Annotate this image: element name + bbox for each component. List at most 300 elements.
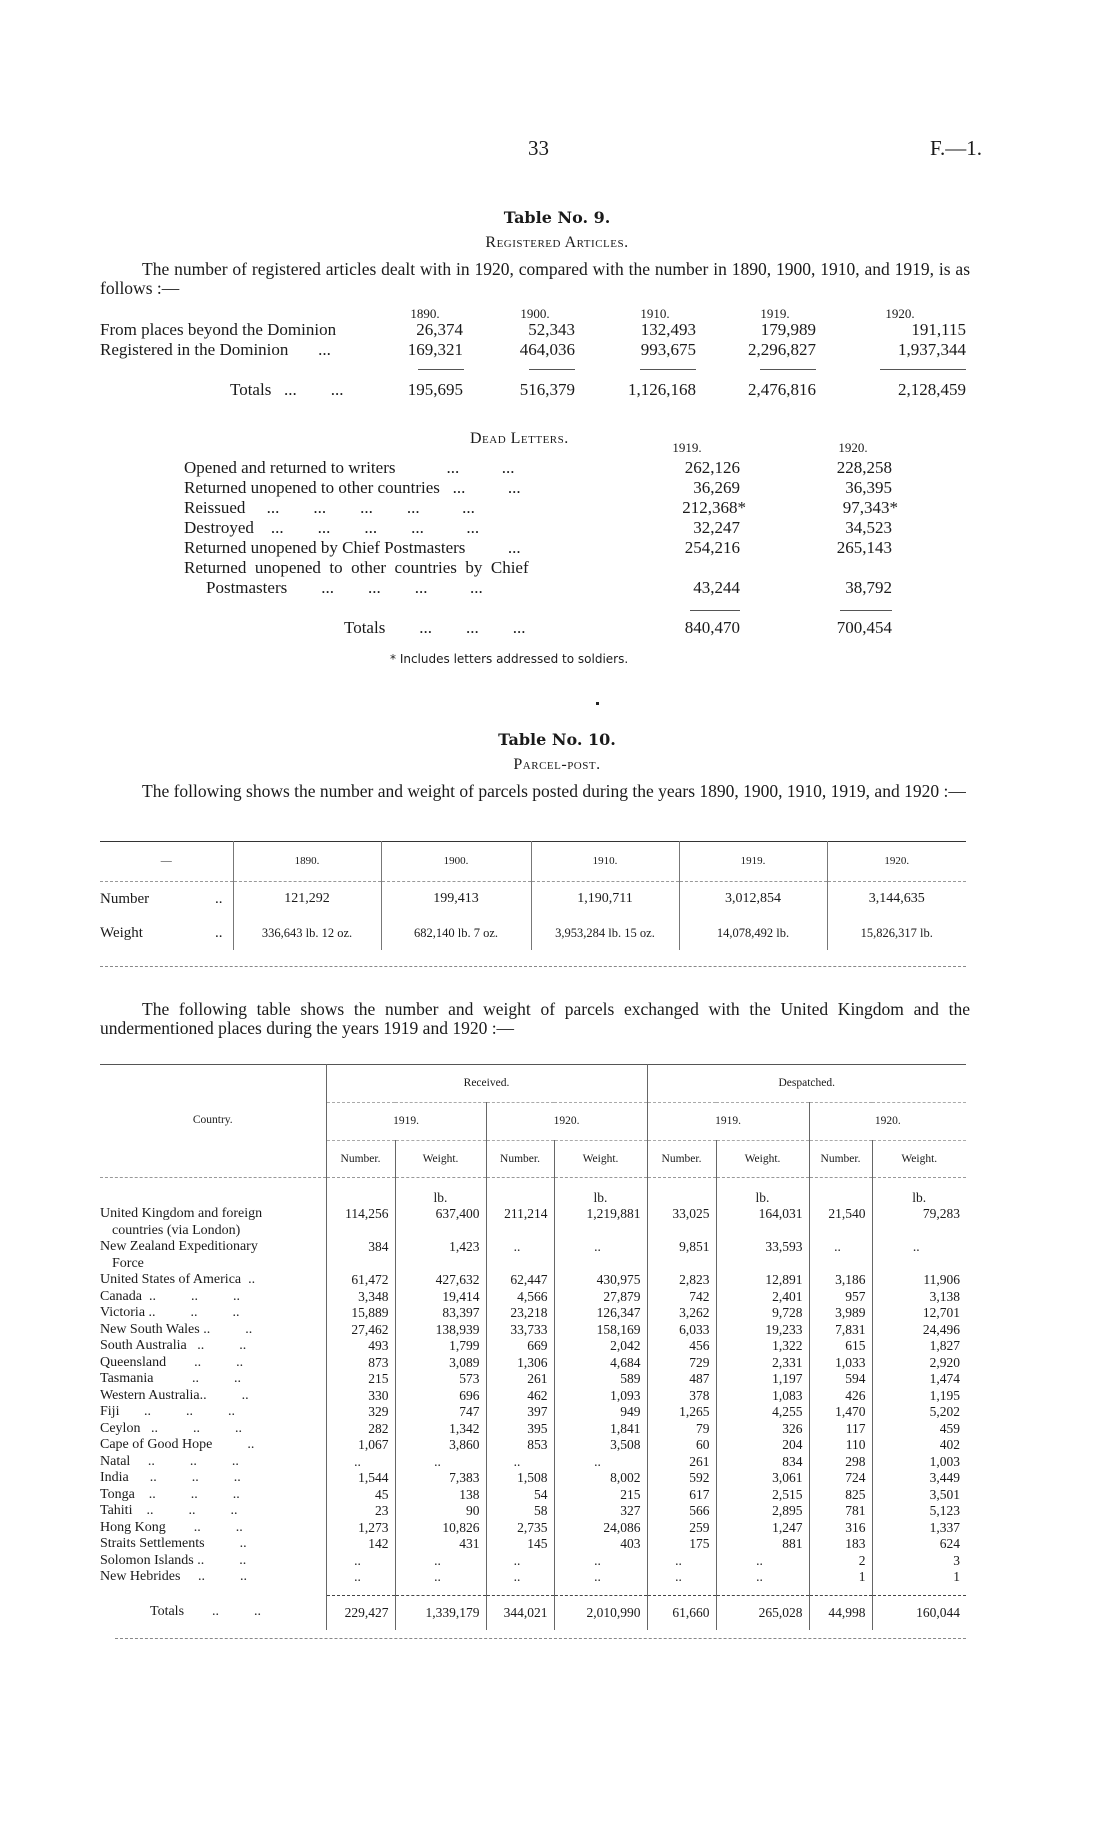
table-cell: 79,283: [872, 1206, 966, 1239]
unit-label: lb.: [554, 1178, 647, 1207]
dl-cell: 36,269: [693, 478, 740, 497]
table-cell: 21,540: [809, 1206, 872, 1239]
country-name: Western Australia.. ..: [100, 1387, 249, 1403]
table-cell: 949: [554, 1404, 647, 1421]
t9-cell: 993,675: [640, 340, 696, 359]
col-header: Weight.: [554, 1141, 647, 1178]
table-cell: 1: [809, 1569, 872, 1586]
table-cell: 27,879: [554, 1289, 647, 1306]
table-cell: 431: [395, 1536, 486, 1553]
table-row: [100, 1305, 966, 1322]
table-cell: ..: [716, 1569, 809, 1586]
table-cell: 3,012,854: [679, 882, 827, 917]
table-cell: 12,701: [872, 1305, 966, 1322]
total-cell: 160,044: [872, 1596, 966, 1630]
table-cell: ..: [486, 1553, 554, 1570]
table-cell: ..: [486, 1239, 554, 1272]
table-cell: 1,470: [809, 1404, 872, 1421]
table-row: [100, 1553, 966, 1570]
table-cell: 566: [647, 1503, 716, 1520]
total-cell: 1,339,179: [395, 1596, 486, 1630]
table-cell: 637,400: [395, 1206, 486, 1239]
t9-cell: 2,296,827: [748, 340, 816, 359]
table-cell: 33,593: [716, 1239, 809, 1272]
table-cell: ..: [326, 1553, 395, 1570]
exchange-intro: [100, 1000, 970, 1038]
table-cell: 199,413: [381, 882, 531, 917]
country-name: New Hebrides .. ..: [100, 1569, 247, 1584]
table-cell: 2,895: [716, 1503, 809, 1520]
dl-cell: 212,368*: [682, 498, 746, 517]
country-name: Solomon Islands .. ..: [100, 1552, 247, 1568]
table9-intro-text: The number of registered articles dealt with in 1920, compared with the number in 1890, 1900, 1910, and 1919, is as follows :—: [100, 259, 970, 298]
table-cell: ..: [716, 1553, 809, 1570]
table-cell: 430,975: [554, 1272, 647, 1289]
t9-cell: 169,321: [407, 340, 463, 359]
table-cell: 83,397: [395, 1305, 486, 1322]
country-name: New Zealand Expeditionary Force: [100, 1239, 258, 1271]
table-cell: 4,255: [716, 1404, 809, 1421]
country-name: New South Wales .. ..: [100, 1321, 253, 1337]
table-cell: 204: [716, 1437, 809, 1454]
table-cell: ..: [554, 1239, 647, 1272]
total-cell: 344,021: [486, 1596, 554, 1630]
year-header: 1890.: [233, 841, 381, 882]
table-cell: 402: [872, 1437, 966, 1454]
total-cell: 265,028: [716, 1596, 809, 1630]
table-row: [100, 1371, 966, 1388]
t9-cell: 179,989: [760, 320, 816, 339]
table-cell: ..: [326, 1569, 395, 1586]
table-cell: 1,273: [326, 1520, 395, 1537]
table-row: [100, 1355, 966, 1372]
t9-year: 1920.: [885, 306, 915, 321]
sum-rule: [690, 610, 740, 611]
table-cell: 493: [326, 1338, 395, 1355]
t9-total: 516,379: [519, 380, 575, 399]
year-header: 1920.: [827, 841, 966, 882]
table10: [100, 841, 966, 950]
table-cell: 3,449: [872, 1470, 966, 1487]
table-cell: 3,138: [872, 1289, 966, 1306]
t9-cell: 52,343: [528, 320, 575, 339]
document-reference: F.—1.: [930, 136, 982, 160]
dl-cell: 262,126: [684, 458, 740, 477]
table-cell: 624: [872, 1536, 966, 1553]
total-cell: 2,010,990: [554, 1596, 647, 1630]
t9-total: 195,695: [407, 380, 463, 399]
country-name: United Kingdom and foreign countries (via London): [100, 1206, 263, 1238]
table-cell: 12,891: [716, 1272, 809, 1289]
table-cell: 62,447: [486, 1272, 554, 1289]
table-cell: 126,347: [554, 1305, 647, 1322]
table-cell: 2,515: [716, 1487, 809, 1504]
table-row: [100, 1569, 966, 1586]
dl-cell: 254,216: [684, 538, 740, 557]
dl-cell: 34,523: [845, 518, 892, 537]
row-label: Number ..: [100, 890, 223, 907]
t9-year: 1890.: [410, 306, 440, 321]
dl-year: 1920.: [838, 440, 868, 455]
col-header: Number.: [809, 1141, 872, 1178]
sum-rule: [529, 369, 575, 370]
table-row: [100, 1322, 966, 1339]
col-header: Weight.: [395, 1141, 486, 1178]
table-cell: 1,197: [716, 1371, 809, 1388]
dl-row-label: Destroyed ... ... ... ... ...: [184, 518, 480, 537]
sum-rule: [640, 369, 696, 370]
table-cell: 881: [716, 1536, 809, 1553]
table-cell: 729: [647, 1355, 716, 1372]
table-cell: 742: [647, 1289, 716, 1306]
dl-row-label: Returned unopened to other countries ... ...: [184, 478, 521, 497]
t9-cell: 132,493: [640, 320, 696, 339]
dl-row-label: Returned unopened to other countries by Chief: [184, 558, 529, 577]
t9-total: 1,126,168: [628, 380, 696, 399]
dl-year: 1919.: [672, 440, 702, 455]
table-cell: 138: [395, 1487, 486, 1504]
dl-cell: 38,792: [845, 578, 892, 597]
sum-rule: [760, 369, 816, 370]
page-number: 33: [528, 136, 549, 160]
table-cell: 23,218: [486, 1305, 554, 1322]
table-cell: 215: [326, 1371, 395, 1388]
table-cell: 8,002: [554, 1470, 647, 1487]
table-cell: 2,042: [554, 1338, 647, 1355]
dl-row-label: Opened and returned to writers ... ...: [184, 458, 515, 477]
table-cell: 329: [326, 1404, 395, 1421]
table-cell: 853: [486, 1437, 554, 1454]
table-cell: 5,202: [872, 1404, 966, 1421]
table-cell: 3,144,635: [827, 882, 966, 917]
country-name: Tonga .. .. ..: [100, 1486, 240, 1502]
country-name: South Australia .. ..: [100, 1338, 247, 1353]
country-name: Ceylon .. .. ..: [100, 1420, 242, 1436]
table-cell: 54: [486, 1487, 554, 1504]
dl-cell: 36,395: [845, 478, 892, 497]
t9-totals-label: Totals ... ...: [230, 380, 344, 399]
dl-row-label: Reissued ... ... ... ... ...: [184, 498, 475, 517]
table-cell: 1,033: [809, 1355, 872, 1372]
table-row: [100, 1487, 966, 1504]
table-cell: 669: [486, 1338, 554, 1355]
table-cell: 3,508: [554, 1437, 647, 1454]
table-row: [100, 882, 966, 917]
table-cell: 1,190,711: [531, 882, 679, 917]
t9-total: 2,476,816: [748, 380, 816, 399]
table-row: [100, 1454, 966, 1471]
table-cell: 594: [809, 1371, 872, 1388]
table-cell: 326: [716, 1421, 809, 1438]
table-row: [100, 1388, 966, 1405]
table-cell: 427,632: [395, 1272, 486, 1289]
table-cell: 33,733: [486, 1322, 554, 1339]
col-header: Weight.: [872, 1141, 966, 1178]
t9-cell: 1,937,344: [898, 340, 966, 359]
table-cell: 1,195: [872, 1388, 966, 1405]
dl-row-label-cont: Postmasters ... ... ... ...: [206, 578, 483, 597]
table-cell: ..: [809, 1239, 872, 1272]
country-name: Fiji .. .. ..: [100, 1404, 235, 1419]
table-cell: 138,939: [395, 1322, 486, 1339]
year-header: 1900.: [381, 841, 531, 882]
table-cell: 395: [486, 1421, 554, 1438]
country-name: Queensland .. ..: [100, 1354, 244, 1370]
table-cell: ..: [395, 1553, 486, 1570]
total-cell: 229,427: [326, 1596, 395, 1630]
table-cell: ..: [554, 1553, 647, 1570]
country-name: Tasmania .. ..: [100, 1371, 241, 1386]
exchange-bottom-rule: [115, 1638, 966, 1639]
table10-intro-text: The following shows the number and weight of parcels posted during the years 1890, 1900, 1910, 1919, and 1920 :—: [142, 781, 966, 801]
dead-letters-title: Dead Letters.: [470, 430, 569, 447]
blank-header: —: [100, 841, 233, 882]
table9-intro: [100, 260, 970, 298]
table-cell: 261: [647, 1454, 716, 1471]
table-cell: 615: [809, 1338, 872, 1355]
table-cell: 1,423: [395, 1239, 486, 1272]
table-cell: 1,265: [647, 1404, 716, 1421]
table-row: [100, 1239, 966, 1272]
table-cell: 121,292: [233, 882, 381, 917]
table-cell: 1,799: [395, 1338, 486, 1355]
table-cell: 747: [395, 1404, 486, 1421]
exchange-table: [100, 1064, 966, 1630]
year-header: 1919.: [326, 1103, 486, 1141]
country-header: Country.: [100, 1064, 326, 1178]
t9-row-label: Registered in the Dominion ...: [100, 340, 331, 359]
table-cell: 15,889: [326, 1305, 395, 1322]
table-row: [100, 916, 966, 950]
table-cell: 330: [326, 1388, 395, 1405]
table-cell: 282: [326, 1421, 395, 1438]
country-name: Tahiti .. .. ..: [100, 1503, 238, 1518]
despatched-header: Despatched.: [647, 1064, 966, 1103]
table-row: [100, 1470, 966, 1487]
table-cell: 3,989: [809, 1305, 872, 1322]
t9-year: 1900.: [520, 306, 550, 321]
year-header: 1919.: [679, 841, 827, 882]
table-cell: 58: [486, 1503, 554, 1520]
table-cell: 3,186: [809, 1272, 872, 1289]
table-cell: 1,841: [554, 1421, 647, 1438]
table-row: [100, 1289, 966, 1306]
table10-header: [100, 841, 966, 882]
table-cell: 456: [647, 1338, 716, 1355]
table-cell: 873: [326, 1355, 395, 1372]
table9-subtitle: Registered Articles.: [485, 234, 629, 251]
table-cell: 2,735: [486, 1520, 554, 1537]
table-cell: 5,123: [872, 1503, 966, 1520]
dl-total: 700,454: [836, 618, 892, 637]
footnote: * Includes letters addressed to soldiers.: [390, 652, 629, 666]
table-cell: 6,033: [647, 1322, 716, 1339]
table-cell: ..: [486, 1454, 554, 1471]
table-cell: 957: [809, 1289, 872, 1306]
table-cell: 45: [326, 1487, 395, 1504]
table-cell: ..: [647, 1553, 716, 1570]
unit-label: lb.: [872, 1178, 966, 1207]
totals-row: [100, 1596, 966, 1630]
table-cell: 682,140 lb. 7 oz.: [381, 916, 531, 950]
table-cell: 378: [647, 1388, 716, 1405]
total-cell: 44,998: [809, 1596, 872, 1630]
col-header: Number.: [326, 1141, 395, 1178]
table-cell: 142: [326, 1536, 395, 1553]
table-row: [100, 1338, 966, 1355]
dl-total: 840,470: [684, 618, 740, 637]
unit-label: lb.: [716, 1178, 809, 1207]
table-cell: 1: [872, 1569, 966, 1586]
table-cell: 9,728: [716, 1305, 809, 1322]
table-cell: 259: [647, 1520, 716, 1537]
table-cell: 175: [647, 1536, 716, 1553]
col-header: Weight.: [716, 1141, 809, 1178]
country-name: Canada .. .. ..: [100, 1288, 240, 1304]
t9-row-label: From places beyond the Dominion: [100, 320, 337, 339]
table-cell: 592: [647, 1470, 716, 1487]
table-cell: 61,472: [326, 1272, 395, 1289]
t9-year: 1919.: [760, 306, 790, 321]
country-name: United States of America ..: [100, 1272, 256, 1287]
table-cell: 164,031: [716, 1206, 809, 1239]
table-cell: 3,089: [395, 1355, 486, 1372]
table-cell: 1,544: [326, 1470, 395, 1487]
country-name: Cape of Good Hope ..: [100, 1437, 255, 1452]
table-cell: 90: [395, 1503, 486, 1520]
table-cell: 11,906: [872, 1272, 966, 1289]
table-cell: 589: [554, 1371, 647, 1388]
table-cell: 3,262: [647, 1305, 716, 1322]
table-cell: 2,331: [716, 1355, 809, 1372]
table-cell: ..: [395, 1454, 486, 1471]
table-cell: 336,643 lb. 12 oz.: [233, 916, 381, 950]
col-header: Number.: [486, 1141, 554, 1178]
table-cell: 1,083: [716, 1388, 809, 1405]
table-cell: 110: [809, 1437, 872, 1454]
received-header: Received.: [326, 1064, 647, 1103]
table-cell: 79: [647, 1421, 716, 1438]
table-cell: 1,247: [716, 1520, 809, 1537]
dl-cell: 43,244: [693, 578, 740, 597]
table-cell: 117: [809, 1421, 872, 1438]
table-cell: 3,860: [395, 1437, 486, 1454]
table-cell: 316: [809, 1520, 872, 1537]
table-cell: 24,496: [872, 1322, 966, 1339]
t9-total: 2,128,459: [898, 380, 966, 399]
table-cell: ..: [554, 1454, 647, 1471]
table-cell: 1,003: [872, 1454, 966, 1471]
year-header: 1920.: [809, 1103, 966, 1141]
dl-cell: 228,258: [836, 458, 892, 477]
table-cell: 7,831: [809, 1322, 872, 1339]
table-cell: ..: [395, 1569, 486, 1586]
table-cell: 384: [326, 1239, 395, 1272]
table-cell: 1,219,881: [554, 1206, 647, 1239]
country-name: Hong Kong .. ..: [100, 1519, 243, 1535]
table-row: [100, 1437, 966, 1454]
table-cell: 261: [486, 1371, 554, 1388]
table-row: [100, 1206, 966, 1239]
table-cell: 573: [395, 1371, 486, 1388]
dl-row-label: Returned unopened by Chief Postmasters ...: [184, 538, 521, 557]
dl-cell: 32,247: [693, 518, 740, 537]
table-cell: 19,233: [716, 1322, 809, 1339]
table-cell: 114,256: [326, 1206, 395, 1239]
t9-year: 1910.: [640, 306, 670, 321]
table10-bottom-rule: [100, 966, 966, 967]
country-name: Straits Settlements ..: [100, 1536, 247, 1551]
table-cell: 3,501: [872, 1487, 966, 1504]
table-cell: ..: [554, 1569, 647, 1586]
table-cell: 1,474: [872, 1371, 966, 1388]
table-cell: 4,684: [554, 1355, 647, 1372]
table-cell: 183: [809, 1536, 872, 1553]
spacer-row: [100, 1586, 966, 1596]
table-cell: 7,383: [395, 1470, 486, 1487]
table-cell: 825: [809, 1487, 872, 1504]
table-cell: 19,414: [395, 1289, 486, 1306]
table-cell: 1,827: [872, 1338, 966, 1355]
table-row: [100, 1536, 966, 1553]
table-cell: 2,401: [716, 1289, 809, 1306]
year-header: 1920.: [486, 1103, 647, 1141]
table-cell: 1,306: [486, 1355, 554, 1372]
table-row: [100, 1421, 966, 1438]
table-cell: 24,086: [554, 1520, 647, 1537]
table-cell: 1,342: [395, 1421, 486, 1438]
row-label: Weight ..: [100, 924, 223, 941]
total-cell: 61,660: [647, 1596, 716, 1630]
table-cell: 1,508: [486, 1470, 554, 1487]
table-cell: 781: [809, 1503, 872, 1520]
table-cell: 15,826,317 lb.: [827, 916, 966, 950]
table-cell: 2,823: [647, 1272, 716, 1289]
table-cell: 1,322: [716, 1338, 809, 1355]
country-name: Natal .. .. ..: [100, 1453, 239, 1469]
table-cell: 724: [809, 1470, 872, 1487]
year-header: 1919.: [647, 1103, 809, 1141]
unit-label: lb.: [395, 1178, 486, 1207]
exchange-intro-text: The following table shows the number and weight of parcels exchanged with the United Kingdom and the undermentioned places during the years 1919 and 1920 :—: [100, 999, 970, 1038]
col-header: Number.: [647, 1141, 716, 1178]
table9-title: Table No. 9.: [503, 208, 611, 227]
table-cell: 298: [809, 1454, 872, 1471]
table-cell: 3,348: [326, 1289, 395, 1306]
table-cell: ..: [486, 1569, 554, 1586]
table-cell: 9,851: [647, 1239, 716, 1272]
table-cell: 23: [326, 1503, 395, 1520]
table-cell: 834: [716, 1454, 809, 1471]
table-cell: 2: [809, 1553, 872, 1570]
table-cell: 1,337: [872, 1520, 966, 1537]
sum-rule: [418, 369, 464, 370]
t9-cell: 191,115: [911, 320, 966, 339]
table-cell: 14,078,492 lb.: [679, 916, 827, 950]
table-cell: 462: [486, 1388, 554, 1405]
country-name: India .. .. ..: [100, 1470, 241, 1485]
table-cell: 487: [647, 1371, 716, 1388]
table-cell: ..: [647, 1569, 716, 1586]
unit-row: [100, 1178, 966, 1207]
table-cell: 215: [554, 1487, 647, 1504]
table-cell: 33,025: [647, 1206, 716, 1239]
stray-mark: [596, 702, 599, 705]
table-row: [100, 1404, 966, 1421]
table-cell: ..: [326, 1454, 395, 1471]
dl-cell: 265,143: [836, 538, 892, 557]
table-cell: 397: [486, 1404, 554, 1421]
